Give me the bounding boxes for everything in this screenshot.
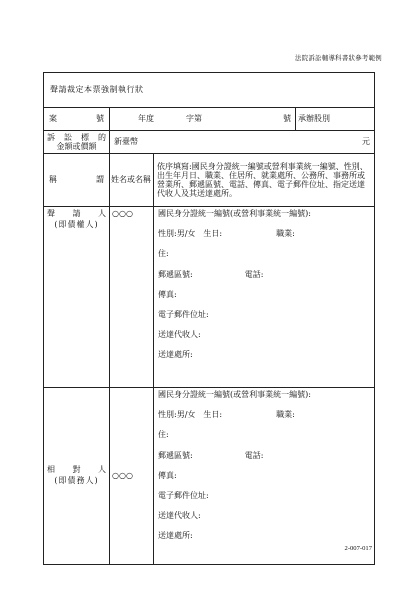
respondent-name[interactable]: ○○○ — [110, 388, 154, 565]
petitioner-name[interactable]: ○○○ — [110, 207, 154, 388]
top-note: 法院訴訟輔導科書狀參考範例 — [295, 54, 382, 62]
case-number-field[interactable]: 年度 字第 號 — [110, 108, 296, 131]
amount-label: 訴 訟 標 的 金額或價額 — [44, 131, 110, 154]
respondent-label: 相 對 人 (即債務人) — [44, 388, 110, 565]
petition-form — [43, 72, 375, 565]
name-label: 姓名或名稱 — [110, 154, 154, 207]
division-label: 承辦股別 — [296, 108, 375, 131]
case-number-label: 案 號 — [44, 108, 110, 131]
amount-field[interactable]: 新臺幣 元 — [110, 131, 375, 154]
petitioner-details[interactable]: 國民身分證統一編號(或營利事業統一編號): 性別:男/女 生日: 職業: 住: 郵遞區號: 電話: 傳真: 電子郵件位址: 送達代收人: 送達處所: — [154, 207, 375, 388]
form-code: 2-007-017 — [344, 545, 372, 552]
respondent-details[interactable]: 國民身分證統一編號(或營利事業統一編號): 性別:男/女 生日: 職業: 住: 郵遞區號: 電話: 傳真: 電子郵件位址: 送達代收人: 送達處所: — [154, 388, 375, 565]
petitioner-label: 聲 請 人 (即債權人) — [44, 207, 110, 388]
title-label: 稱 謂 — [44, 154, 110, 207]
form-title: 聲請裁定本票強制執行狀 — [44, 73, 375, 108]
fill-instructions: 依序填寫:國民身分證統一編號或營利事業統一編號、性別、出生年月日、職業、住居所、就業處所、公務所、事務所或營業所、郵遞區號、電話、傳真、電子郵件位址、指定送達代收人及其送達處所。 — [154, 154, 375, 207]
